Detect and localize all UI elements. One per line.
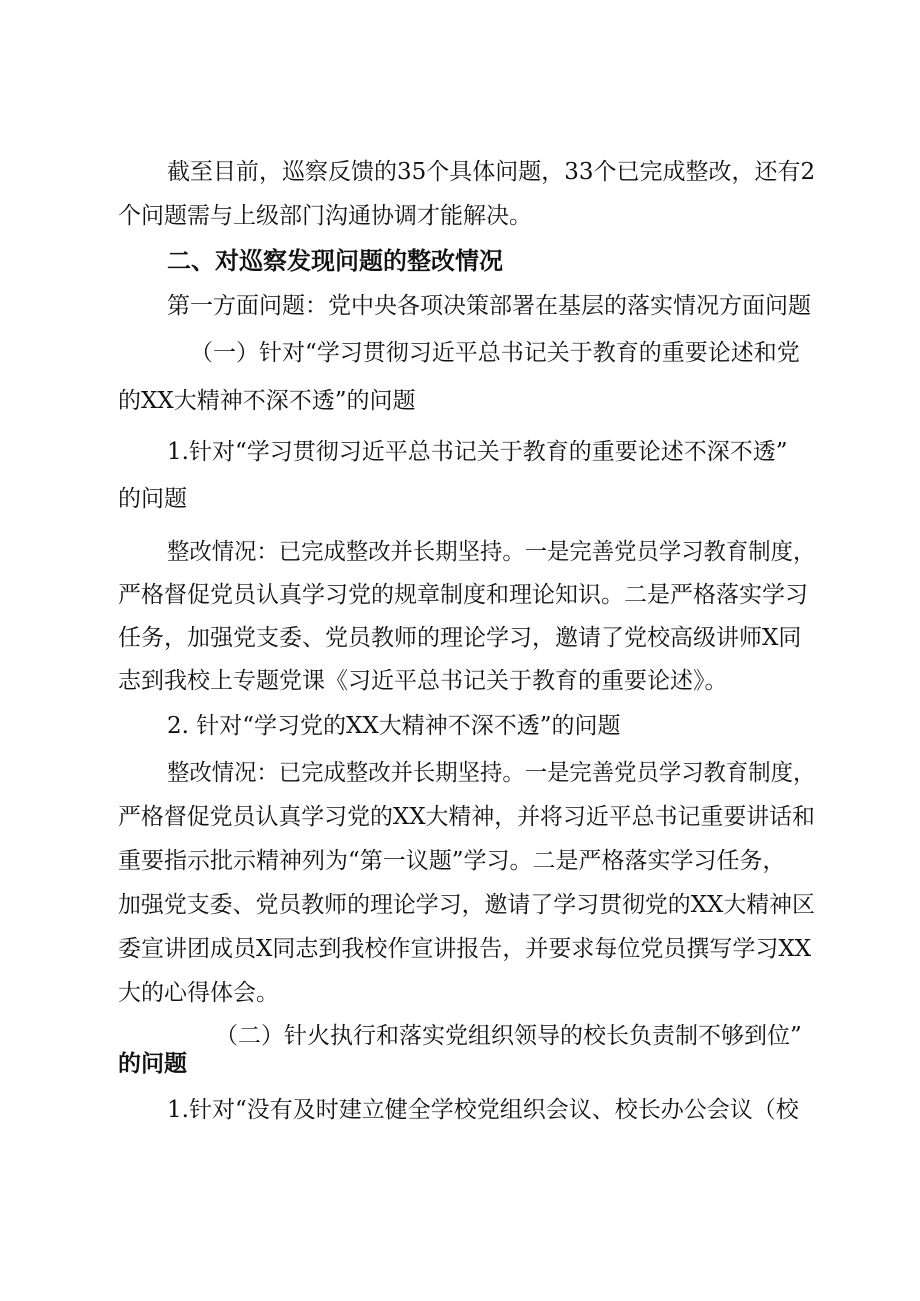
aspect-heading: 第一方面问题：党中央各项决策部署在基层的落实情况方面问题	[167, 293, 811, 319]
subsection-1-line-1: （一）针对“学习贯彻习近平总书记关于教育的重要论述和党	[190, 340, 800, 366]
section-heading: 二、对巡察发现问题的整改情况	[167, 247, 503, 275]
fix-2-line-6: 大的心得体会。	[118, 980, 279, 1006]
subsection-2-line-1: （二）针火执行和落实党组织领导的校长负责制不够到位”	[215, 1023, 802, 1049]
fix-1-line-1: 整改情况：已完成整改并长期坚持。一是完善党员学习教育制度，	[167, 539, 816, 565]
subsection-1-line-2: 的XX大精神不深不透”的问题	[118, 388, 416, 414]
fix-2-line-5: 委宣讲团成员X同志到我校作宣讲报告，并要求每位党员撰写学习XX	[118, 936, 812, 962]
subsection-2-line-2: 的问题	[118, 1051, 187, 1077]
paragraph-summary-line-1: 截至目前，巡察反馈的35个具体问题，33个已完成整改，还有2	[167, 159, 816, 185]
fix-2-line-2: 严格督促党员认真学习党的XX大精神，并将习近平总书记重要讲话和	[118, 804, 815, 830]
paragraph-summary-line-2: 个问题需与上级部门沟通协调才能解决。	[118, 203, 532, 229]
fix-1-line-4: 志到我校上专题党课《习近平总书记关于教育的重要论述》。	[118, 668, 728, 694]
item-2: 2. 针对“学习党的XX大精神不深不透”的问题	[167, 713, 621, 739]
item-3-line-1: 1.针对“没有及时建立健全学校党组织会议、校长办公会议（校	[167, 1097, 799, 1123]
fix-2-line-4: 加强党支委、党员教师的理论学习，邀请了学习贯彻党的XX大精神区	[118, 892, 815, 918]
fix-2-line-3: 重要指示批示精神列为“第一议题”学习。二是严格落实学习任务，	[118, 848, 786, 874]
fix-1-line-3: 任务，加强党支委、党员教师的理论学习，邀请了党校高级讲师X同	[118, 625, 802, 651]
fix-2-line-1: 整改情况：已完成整改并长期坚持。一是完善党员学习教育制度，	[167, 760, 816, 786]
fix-1-line-2: 严格督促党员认真学习党的规章制度和理论知识。二是严格落实学习	[118, 582, 808, 608]
item-1-line-2: 的问题	[118, 486, 187, 512]
item-1-line-1: 1.针对“学习贯彻习近平总书记关于教育的重要论述不深不透”	[167, 439, 788, 465]
